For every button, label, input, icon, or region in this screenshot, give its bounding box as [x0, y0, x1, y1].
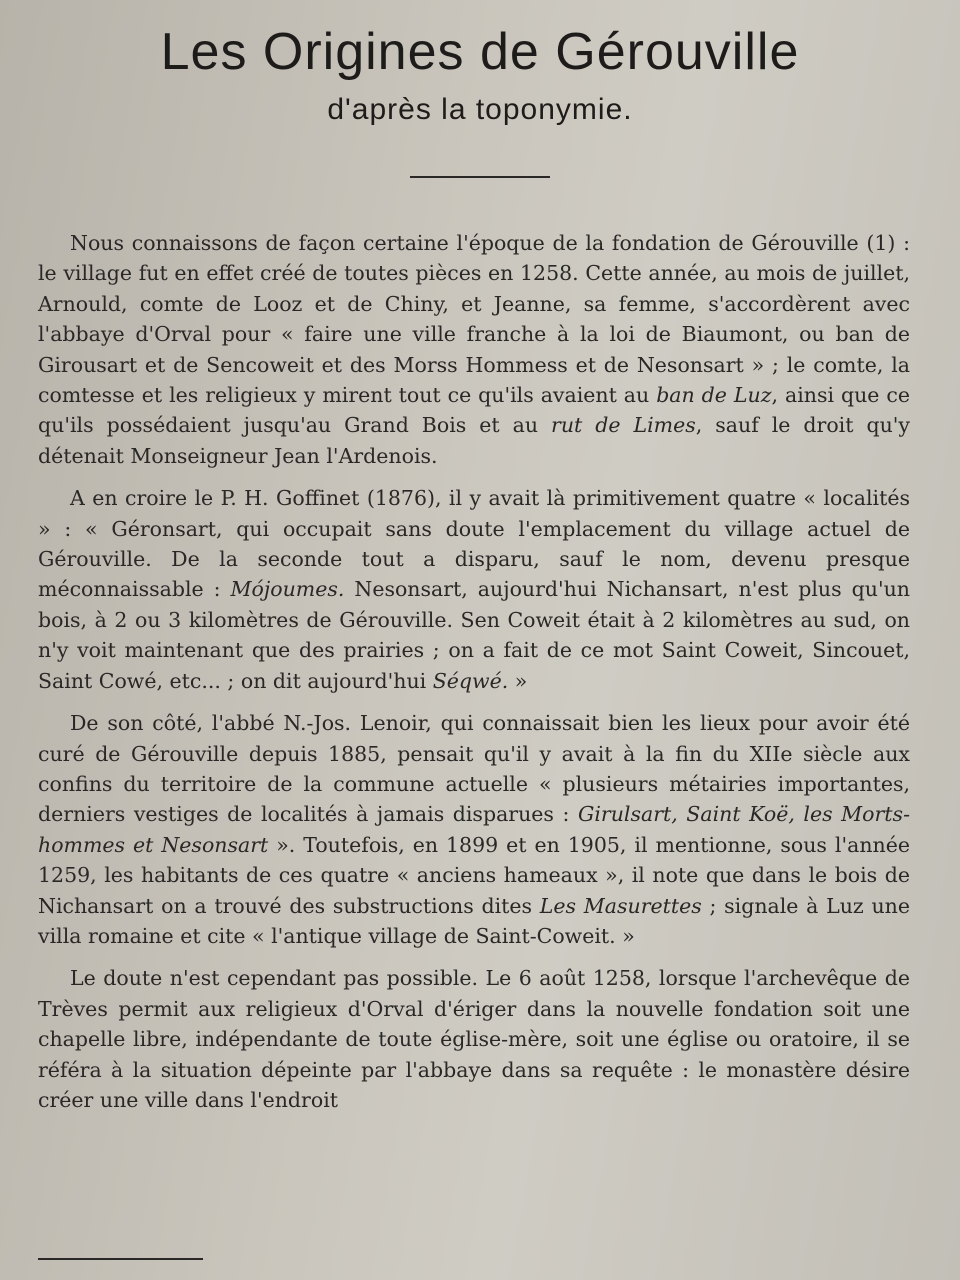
text-run: , sauf le droit qu'y détenait Monseigneur Jean l'Ardenois.	[38, 413, 911, 468]
text-run: Le doute n'est cependant pas possible. Le 6 août 1258, lorsque l'archevêque de Trèves permit aux religieux d'Orval d'ériger dans la nouvelle fondation soit une chapelle libre, indépendante de toute église-mère, soit une église ou oratoire, il se référa à la situation dépeinte par l'abbaye dans sa requête : le monastère désire créer une ville dans l'endroit	[38, 966, 910, 1112]
page-subtitle: d'après la toponymie.	[327, 93, 633, 126]
text-run: ». Toutefois, en 1899 et en 1905, il mentionne, sous l'année 1259, les habitants de ces quatre « anciens hameaux », il note que dans le bois de Nichansart on a trouvé des substructions dites	[38, 832, 910, 918]
italic-text: rut de Limes	[551, 413, 696, 438]
paragraph	[38, 708, 910, 951]
text-run: Nesonsart, aujourd'hui Nichansart, n'est plus qu'un bois, à 2 ou 3 kilomètres de Gérouville. Sen Coweit était à 2 kilomètres au sud, on n'y voit maintenant que des prairies ; on a fait de ce mot Saint Coweit, Sincouet, Saint Cowé, etc... ; on dit aujourd'hui	[38, 577, 910, 693]
italic-text: Les Masurettes	[539, 893, 702, 918]
paragraph	[38, 483, 910, 696]
text-run: , ainsi que ce qu'ils possédaient jusqu'au Grand Bois et au	[38, 383, 911, 438]
italic-text: Séqwé.	[432, 668, 509, 693]
italic-text: Girulsart, Saint Koë, les Morts-hommes et Nesonsart	[38, 802, 910, 857]
paragraph	[38, 228, 910, 471]
text-run: De son côté, l'abbé N.-Jos. Lenoir, qui connaissait bien les lieux pour avoir été curé de Gérouville depuis 1885, pensait qu'il y avait à la fin du XIIe siècle aux confins du territoire de la commune actuelle « plusieurs métairies importantes, derniers vestiges de localités à jamais disparues :	[38, 711, 910, 827]
text-run: A en croire le P. H. Goffinet (1876), il y avait là primitivement quatre « localités » : « Géronsart, qui occupait sans doute l'emplacement du village actuel de Gérouville. De la seconde tout a disparu, sauf le nom, devenu presque méconnaissable :	[38, 486, 910, 602]
title-divider	[410, 176, 550, 178]
footnote-divider	[38, 1258, 203, 1260]
page-title: Les Origines de Gérouville	[160, 23, 800, 81]
italic-text: ban de Luz	[656, 383, 772, 408]
text-run: ; signale à Luz une villa romaine et cite « l'antique village de Saint-Coweit. »	[38, 893, 910, 948]
text-run: »	[508, 668, 528, 693]
italic-text: Mójoumes.	[230, 577, 345, 602]
paragraph	[38, 963, 910, 1115]
article-body	[38, 228, 910, 1127]
text-run: Nous connaissons de façon certaine l'époque de la fondation de Gérouville (1) : le village fut en effet créé de toutes pièces en 1258. Cette année, au mois de juillet, Arnould, comte de Looz et de Chiny, et Jeanne, sa femme, s'accordèrent avec l'abbaye d'Orval pour « faire une ville franche à la loi de Biaumont, ou ban de Girousart et de Sencoweit et des Morss Hommess et de Nesonsart » ; le comte, la comtesse et les religieux y mirent tout ce qu'ils avaient au	[38, 231, 910, 408]
